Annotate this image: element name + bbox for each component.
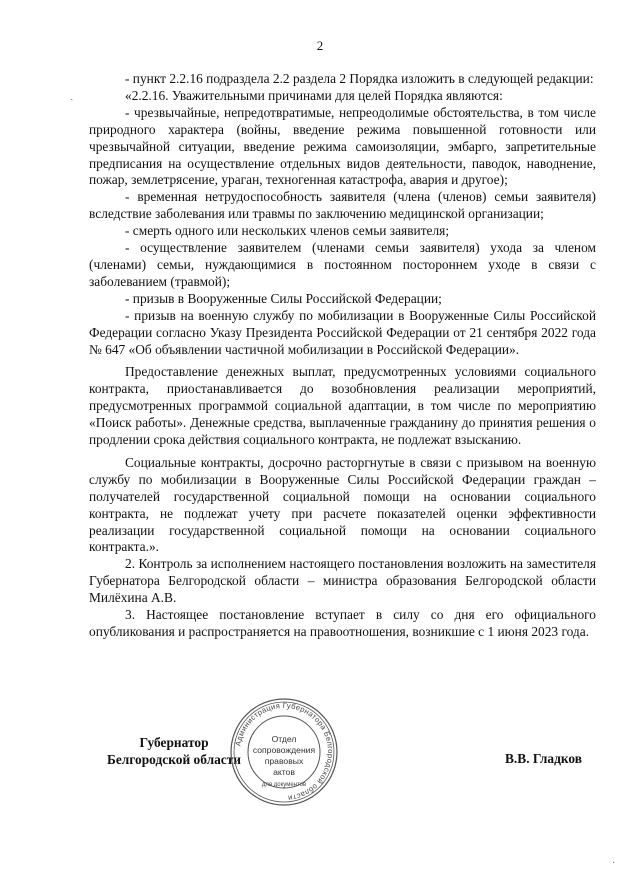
stamp-center-line: Отдел (271, 734, 297, 744)
list-item: - чрезвычайные, непредотвратимые, непреодолимые обстоятельства, в том числе природного характера (войны, введение режима повышенной готовности или чрезвычайной ситуации, введение режима самоизоляции, эмбарго, запретительные предписания на осуществление отдельных видов деятельности, паводок, наводнение, пожар, землетрясение, ураган, техногенная катастрофа, авария и другое); (89, 104, 596, 188)
stamp-bottom-text: для документов (261, 782, 307, 788)
paragraph: Предоставление денежных выплат, предусмотренных условиями социального контракта, приостанавливается до возобновления реализации мероприятий, предусмотренных программой социальной адаптации, в том числе по мероприятию «Поиск работы». Денежные средства, выплаченные гражданину до принятия решения о продлении срока действия социального контракта, не подлежат взысканию. (89, 364, 596, 448)
stamp-ring-text: Администрация Губернатора Белгородской области (233, 700, 336, 803)
stamp-seal (228, 696, 340, 808)
official-stamp (228, 696, 340, 808)
stamp-center-line: правовых (264, 756, 304, 766)
stamp-center-line: сопровождения (252, 745, 316, 755)
list-item: - смерть одного или нескольких членов семьи заявителя; (125, 223, 450, 239)
list-item: - осуществление заявителем (членами семьи заявителя) ухода за членом (членами) семьи, нуждающимися в постоянном постороннем уходе в связи с заболеванием (травмой); (89, 240, 596, 289)
scan-speck: ˎ (70, 90, 74, 101)
signature-title-line: Губернатор (139, 735, 209, 750)
stamp-center-line: актов (273, 767, 295, 777)
paragraph: 2. Контроль за исполнением настоящего постановления возложить на заместителя Губернатора Белгородской области – министра образования Белгородской области Милёхина А.В. (89, 556, 596, 606)
document-body (89, 71, 596, 641)
paragraph: «2.2.16. Уважительными причинами для целей Порядка являются: (125, 87, 503, 103)
paragraph: 3. Настоящее постановление вступает в силу со дня его официального опубликования и распространяется на правоотношения, возникшие с 1 июня 2023 года. (89, 607, 596, 639)
list-item: - временная нетрудоспособность заявителя (члена (членов) семьи заявителя) вследствие заболевания или травмы по заключению медицинской организации; (89, 189, 596, 222)
list-item: - призыв на военную службу по мобилизации в Вооруженные Силы Российской Федерации согласно Указу Президента Российской Федерации от 21 сентября 2022 года № 647 «Об объявлении частичной мобилизации в Российской Федерации». (89, 307, 596, 357)
list-item: - призыв в Вооруженные Силы Российской Федерации; (125, 290, 442, 306)
signature-title-line: Белгородской области (106, 752, 242, 767)
paragraph: - пункт 2.2.16 подраздела 2.2 раздела 2 Порядка изложить в следующей редакции: (125, 71, 594, 86)
paragraph: Социальные контракты, досрочно расторгнутые в связи с призывом на военную службу по мобилизации в Вооруженные Силы Российской Федерации граждан – получателей государственной социальной помощи на основании социального контракта, не подлежат учету при расчете показателей оценки эффективности реализации государственной социальной помощи на основании социального контракта.». (89, 454, 596, 555)
page-number: 2 (316, 38, 324, 53)
signature-name: В.В. Гладков (505, 751, 583, 766)
scan-speck: · (612, 858, 616, 869)
